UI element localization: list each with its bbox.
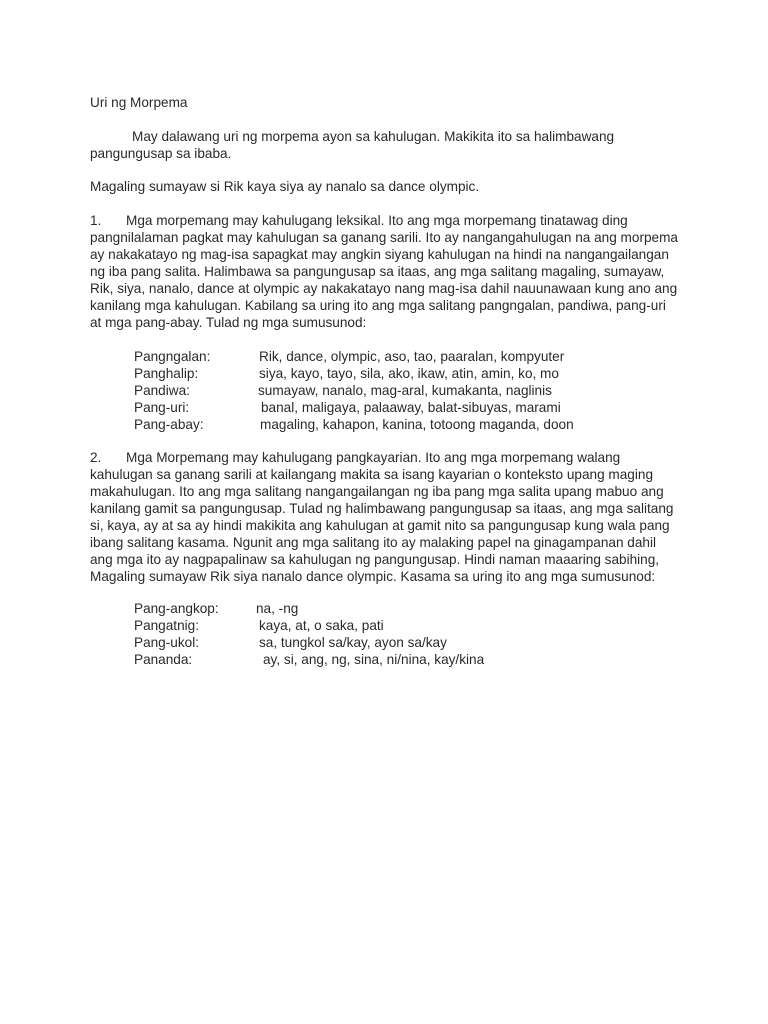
list-item-label: Panghalip: — [134, 366, 199, 381]
list-item — [134, 382, 614, 399]
list-item-value: kaya, at, o saka, pati — [259, 618, 384, 633]
list-item-value: na, -ng — [256, 601, 299, 616]
section-1-number: 1. — [90, 213, 102, 228]
example-sentence: Magaling sumayaw si Rik kaya siya ay nanalo sa dance olympic. — [90, 179, 480, 194]
intro-paragraph: May dalawang uri ng morpema ayon sa kahulugan. Makikita ito sa halimbawang pangungusap sa ibaba. — [90, 129, 615, 161]
section-2-number: 2. — [90, 450, 102, 465]
list-item — [134, 600, 614, 617]
list-item-value: banal, maligaya, palaaway, balat-sibuyas, marami — [261, 400, 561, 415]
list-item — [134, 365, 614, 382]
list-item-label: Pangngalan: — [134, 349, 211, 364]
list-item — [134, 617, 614, 634]
list-item-label: Pang-uri: — [134, 400, 190, 415]
list-item-label: Pang-ukol: — [134, 635, 199, 650]
list-item — [134, 348, 614, 365]
list-item-label: Pang-abay: — [134, 417, 204, 432]
list-item-value: Rik, dance, olympic, aso, tao, paaralan, kompyuter — [259, 349, 565, 364]
page-title: Uri ng Morpema — [90, 95, 188, 110]
list-item-value: sa, tungkol sa/kay, ayon sa/kay — [259, 635, 447, 650]
list-item — [134, 634, 614, 651]
list-item-label: Pang-angkop: — [134, 601, 219, 616]
list-item — [134, 399, 614, 416]
list-item-label: Pandiwa: — [134, 383, 190, 398]
list-item — [134, 651, 614, 668]
list-item-label: Pangatnig: — [134, 618, 200, 633]
section-2-text: Mga Morpemang may kahulugang pangkayarian. Ito ang mga morpemang walang kahulugan sa ganang sarili at kailangang makita sa isang kayarian o konteksto upang maging makahulugan. Ito ang mga salitang nangangailangan ng iba pang mga salita upang mabuo ang kanilang gamit sa pangungusap. Tulad ng halimbawang pangungusap sa itaas, ang mga salitang si, kaya, ay at sa ay hindi makikita ang kahulugan at gamit nito sa pangungusap kung wala pang ibang salitang kasama. Ngunit ang mga salitang ito ay malaking papel na ginagampanan dahil ang mga ito ay nagpapalinaw sa kahulugan ng pangungusap. Hindi naman maaaring sabihing, Magaling sumayaw Rik siya nanalo dance olympic. Kasama sa uring ito ang mga sumusunod: — [90, 450, 674, 584]
list-item — [134, 416, 614, 433]
list-item-label: Pananda: — [134, 652, 193, 667]
list-item-value: sumayaw, nanalo, mag-aral, kumakanta, naglinis — [258, 383, 552, 398]
section-2-list — [134, 600, 614, 668]
section-1-list — [134, 348, 614, 433]
list-item-value: magaling, kahapon, kanina, totoong maganda, doon — [260, 417, 574, 432]
section-2-paragraph — [90, 449, 680, 585]
list-item-value: ay, si, ang, ng, sina, ni/nina, kay/kina — [263, 652, 485, 667]
list-item-value: siya, kayo, tayo, sila, ako, ikaw, atin, amin, ko, mo — [259, 366, 559, 381]
section-1-text: Mga morpemang may kahulugang leksikal. Ito ang mga morpemang tinatawag ding pangnilalaman pagkat may kahulugan sa ganang sarili. Ito ay nangangahulugan na ang morpema ay nakakatayo ng mag-isa sapagkat may angkin siyang kahulugan na hindi na nangangailangan ng iba pang salita. Halimbawa sa pangungusap sa itaas, ang mga salitang magaling, sumayaw, Rik, siya, nanalo, dance at olympic ay nakakatayo nang mag-isa dahil nauunawaan kung ano ang kanilang mga kahulugan. Kabilang sa uring ito ang mga salitang pangngalan, pandiwa, pang-uri at mga pang-abay. Tulad ng mga sumusunod: — [90, 213, 678, 330]
section-1-paragraph — [90, 212, 680, 331]
